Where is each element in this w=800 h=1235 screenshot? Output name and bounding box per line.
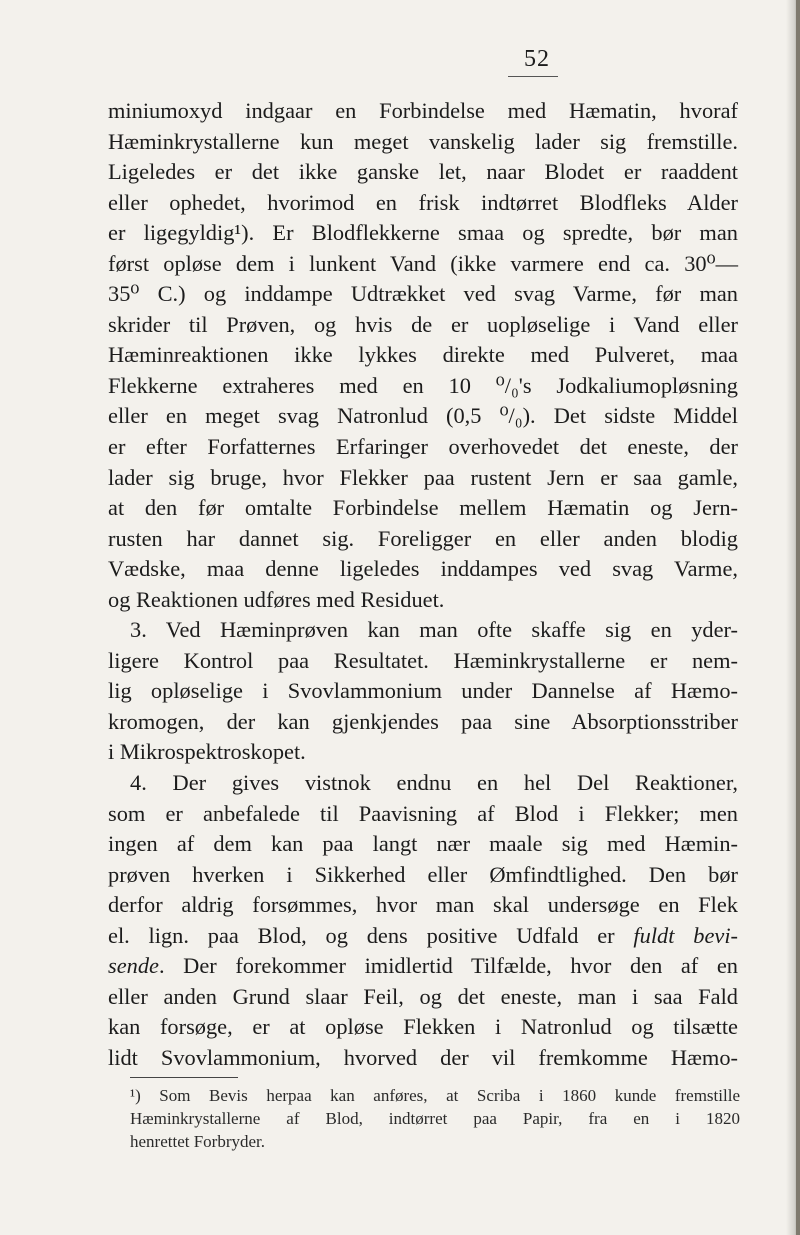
- text-line: derfor aldrig forsømmes, hvor man skal undersøge en Flek: [108, 892, 738, 918]
- text-line: rusten har dannet sig. Foreligger en eller anden blodig: [108, 525, 738, 551]
- text-line: eller ophedet, hvorimod en frisk indtørret Blodfleks Alder: [108, 189, 738, 215]
- text-line: Ligeledes er det ikke ganske let, naar Blodet er raaddent: [108, 159, 738, 185]
- text-line: Flekkerne extraheres med en 10 ⁰/₀'s Jodkaliumopløsning: [108, 372, 738, 398]
- text-line: er efter Forfatternes Erfaringer overhovedet det eneste, der: [108, 434, 738, 460]
- footnote-separator: [130, 1077, 238, 1078]
- body-text: [108, 96, 738, 1074]
- text-line: kromogen, der kan gjenkjendes paa sine Absorptionsstriber: [108, 708, 738, 734]
- page-edge: [796, 0, 800, 1235]
- footnote-line: ¹) Som Bevis herpaa kan anføres, at Scriba i 1860 kunde fremstille: [130, 1086, 740, 1105]
- text-line: sende. Der forekommer imidlertid Tilfælde, hvor den af en: [108, 953, 738, 979]
- text-line: miniumoxyd indgaar en Forbindelse med Hæmatin, hvoraf: [108, 98, 738, 123]
- text-line: Hæminkrystallerne kun meget vanskelig lader sig fremstille.: [108, 128, 738, 154]
- text-line: skrider til Prøven, og hvis de er uopløselige i Vand eller: [108, 311, 738, 337]
- text-line: og Reaktionen udføres med Residuet.: [108, 586, 445, 612]
- text-line: prøven hverken i Sikkerhed eller Ømfindtlighed. Den bør: [108, 861, 738, 887]
- text-line: eller en meget svag Natronlud (0,5 ⁰/₀). Det sidste Middel: [108, 403, 738, 429]
- text-line: eller anden Grund slaar Feil, og det eneste, man i saa Fald: [108, 983, 738, 1009]
- text-line: 3. Ved Hæminprøven kan man ofte skaffe sig en yder-: [130, 617, 738, 643]
- footnote-line: Hæminkrystallerne af Blod, indtørret paa Papir, fra en i 1820: [130, 1109, 740, 1128]
- text-line: er ligegyldig¹). Er Blodflekkerne smaa og spredte, bør man: [108, 220, 738, 246]
- page-number: 52: [524, 46, 550, 72]
- text-line: Hæminreaktionen ikke lykkes direkte med Pulveret, maa: [108, 342, 738, 368]
- page-number-underline: [508, 76, 558, 77]
- text-line: lader sig bruge, hvor Flekker paa rustent Jern er saa gamle,: [108, 464, 738, 490]
- footnote: [130, 1084, 740, 1153]
- text-line: 4. Der gives vistnok endnu en hel Del Reaktioner,: [130, 770, 738, 796]
- text-line: at den før omtalte Forbindelse mellem Hæmatin og Jern-: [108, 495, 738, 521]
- text-line: el. lign. paa Blod, og dens positive Udfald er fuldt bevi-: [108, 922, 738, 948]
- text-line: lidt Svovlammonium, hvorved der vil fremkomme Hæmo-: [108, 1044, 738, 1070]
- text-line: først opløse dem i lunkent Vand (ikke varmere end ca. 30⁰—: [108, 250, 738, 276]
- text-line: 35⁰ C.) og inddampe Udtrækket ved svag Varme, før man: [108, 281, 738, 307]
- text-line: i Mikrospektroskopet.: [108, 739, 306, 765]
- text-line: ingen af dem kan paa langt nær maale sig med Hæmin-: [108, 831, 738, 857]
- footnote-line: henrettet Forbryder.: [130, 1132, 266, 1151]
- text-line: som er anbefalede til Paavisning af Blod i Flekker; men: [108, 800, 738, 826]
- text-line: lig opløselige i Svovlammonium under Dannelse af Hæmo-: [108, 678, 738, 704]
- text-line: ligere Kontrol paa Resultatet. Hæminkrystallerne er nem-: [108, 647, 738, 673]
- text-line: Vædske, maa denne ligeledes inddampes ved svag Varme,: [108, 556, 738, 582]
- text-line: kan forsøge, er at opløse Flekken i Natronlud og tilsætte: [108, 1014, 738, 1040]
